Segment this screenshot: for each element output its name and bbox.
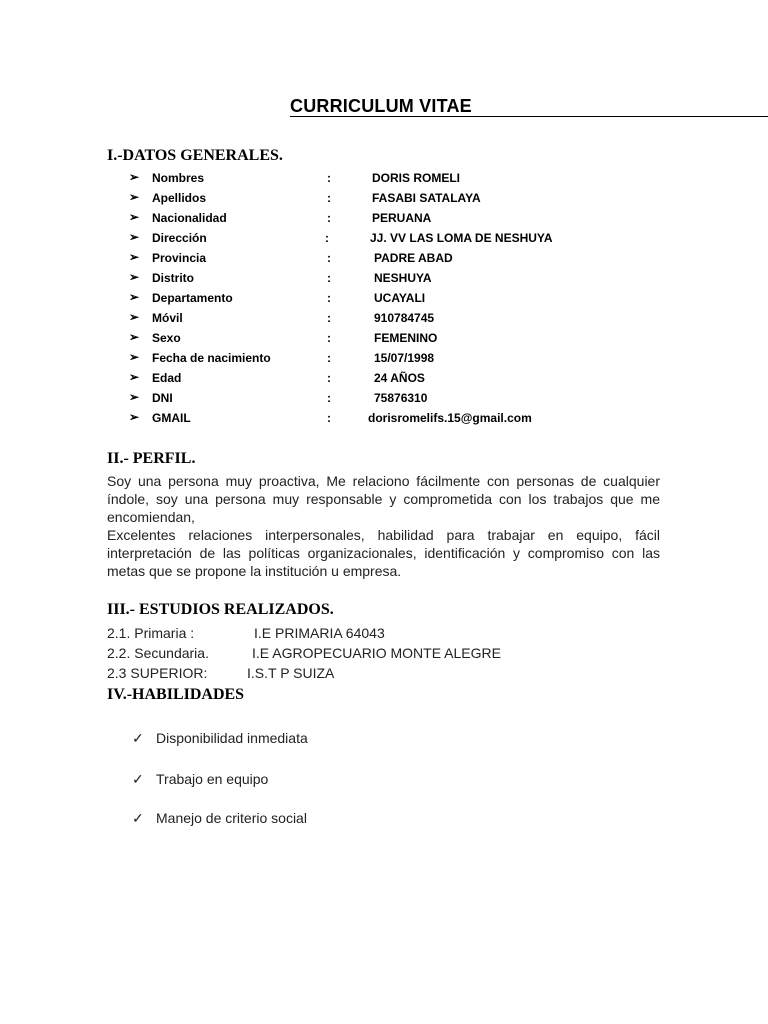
- list-item: [0, 210, 768, 230]
- field-label: Provincia: [152, 251, 207, 265]
- field-value: UCAYALI: [374, 291, 426, 305]
- field-value: NESHUYA: [374, 271, 432, 285]
- field-separator: :: [327, 391, 331, 405]
- field-value: DORIS ROMELI: [372, 171, 461, 185]
- field-separator: :: [327, 251, 331, 265]
- list-item: [0, 290, 768, 310]
- study-institution: I.S.T P SUIZA: [247, 665, 335, 681]
- list-item: [0, 310, 768, 330]
- field-separator: :: [325, 231, 329, 245]
- study-institution: I.E AGROPECUARIO MONTE ALEGRE: [252, 645, 501, 661]
- list-item: [0, 350, 768, 370]
- field-separator: :: [327, 211, 331, 225]
- field-label: DNI: [152, 391, 173, 405]
- perfil-text: [107, 472, 660, 580]
- skill-label: Disponibilidad inmediata: [156, 730, 308, 746]
- field-separator: :: [327, 351, 331, 365]
- arrow-bullet-icon: ➢: [129, 370, 140, 384]
- datos-generales-list: [0, 170, 768, 430]
- arrow-bullet-icon: ➢: [129, 350, 140, 364]
- study-institution: I.E PRIMARIA 64043: [254, 625, 385, 641]
- document-title: CURRICULUM VITAE: [290, 96, 472, 116]
- list-item: [0, 230, 768, 250]
- field-separator: :: [327, 371, 331, 385]
- checkmark-icon: ✓: [132, 730, 144, 746]
- field-value: PADRE ABAD: [374, 251, 453, 265]
- field-label: Sexo: [152, 331, 181, 345]
- field-value: 910784745: [374, 311, 435, 325]
- arrow-bullet-icon: ➢: [129, 230, 140, 244]
- skill-label: Manejo de criterio social: [156, 810, 307, 826]
- arrow-bullet-icon: ➢: [129, 390, 140, 404]
- field-value: FASABI SATALAYA: [372, 191, 481, 205]
- field-value: JJ. VV LAS LOMA DE NESHUYA: [370, 231, 553, 245]
- perfil-paragraph: Excelentes relaciones interpersonales, habilidad para trabajar en equipo, fácil interpretación de las políticas organizacionales, identificación y compromiso con las metas que se propone la institución u empresa.: [107, 527, 660, 579]
- arrow-bullet-icon: ➢: [129, 250, 140, 264]
- checkmark-icon: ✓: [132, 810, 144, 826]
- heading-perfil: II.- PERFIL.: [107, 450, 196, 467]
- field-value: PERUANA: [372, 211, 432, 225]
- field-separator: :: [327, 291, 331, 305]
- field-value: dorisromelifs.15@gmail.com: [368, 411, 532, 425]
- arrow-bullet-icon: ➢: [129, 410, 140, 424]
- study-level: 2.3 SUPERIOR:: [107, 665, 208, 681]
- arrow-bullet-icon: ➢: [129, 270, 140, 284]
- field-label: Nombres: [152, 171, 205, 185]
- field-label: Fecha de nacimiento: [152, 351, 271, 365]
- field-separator: :: [327, 171, 331, 185]
- arrow-bullet-icon: ➢: [129, 330, 140, 344]
- list-item: [0, 330, 768, 350]
- field-separator: :: [327, 271, 331, 285]
- field-value: FEMENINO: [374, 331, 438, 345]
- field-value: 15/07/1998: [374, 351, 435, 365]
- field-label: Móvil: [152, 311, 183, 325]
- field-label: Apellidos: [152, 191, 207, 205]
- list-item: [0, 390, 768, 410]
- field-label: Dirección: [152, 231, 207, 245]
- arrow-bullet-icon: ➢: [129, 210, 140, 224]
- field-label: Departamento: [152, 291, 233, 305]
- perfil-paragraph: Soy una persona muy proactiva, Me relaciono fácilmente con personas de cualquier índole, soy una persona muy responsable y comprometida con los trabajos que me encomiendan,: [107, 473, 660, 525]
- field-separator: :: [327, 411, 331, 425]
- list-item: [0, 410, 768, 430]
- study-level: 2.2. Secundaria.: [107, 645, 209, 661]
- arrow-bullet-icon: ➢: [129, 310, 140, 324]
- list-item: [0, 190, 768, 210]
- field-value: 24 AÑOS: [374, 371, 425, 385]
- heading-datos-generales: I.-DATOS GENERALES.: [107, 147, 283, 164]
- field-separator: :: [327, 191, 331, 205]
- field-label: Nacionalidad: [152, 211, 227, 225]
- arrow-bullet-icon: ➢: [129, 190, 140, 204]
- field-label: Distrito: [152, 271, 194, 285]
- skill-label: Trabajo en equipo: [156, 771, 269, 787]
- field-value: 75876310: [374, 391, 428, 405]
- field-label: GMAIL: [152, 411, 191, 425]
- checkmark-icon: ✓: [132, 771, 144, 787]
- field-separator: :: [327, 311, 331, 325]
- list-item: [0, 170, 768, 190]
- field-separator: :: [327, 331, 331, 345]
- list-item: [0, 270, 768, 290]
- list-item: [0, 370, 768, 390]
- field-label: Edad: [152, 371, 182, 385]
- heading-estudios: III.- ESTUDIOS REALIZADOS.: [107, 601, 334, 618]
- list-item: [0, 250, 768, 270]
- arrow-bullet-icon: ➢: [129, 170, 140, 184]
- title-underline: [290, 116, 768, 117]
- heading-habilidades: IV.-HABILIDADES: [107, 686, 245, 703]
- study-level: 2.1. Primaria :: [107, 625, 195, 641]
- arrow-bullet-icon: ➢: [129, 290, 140, 304]
